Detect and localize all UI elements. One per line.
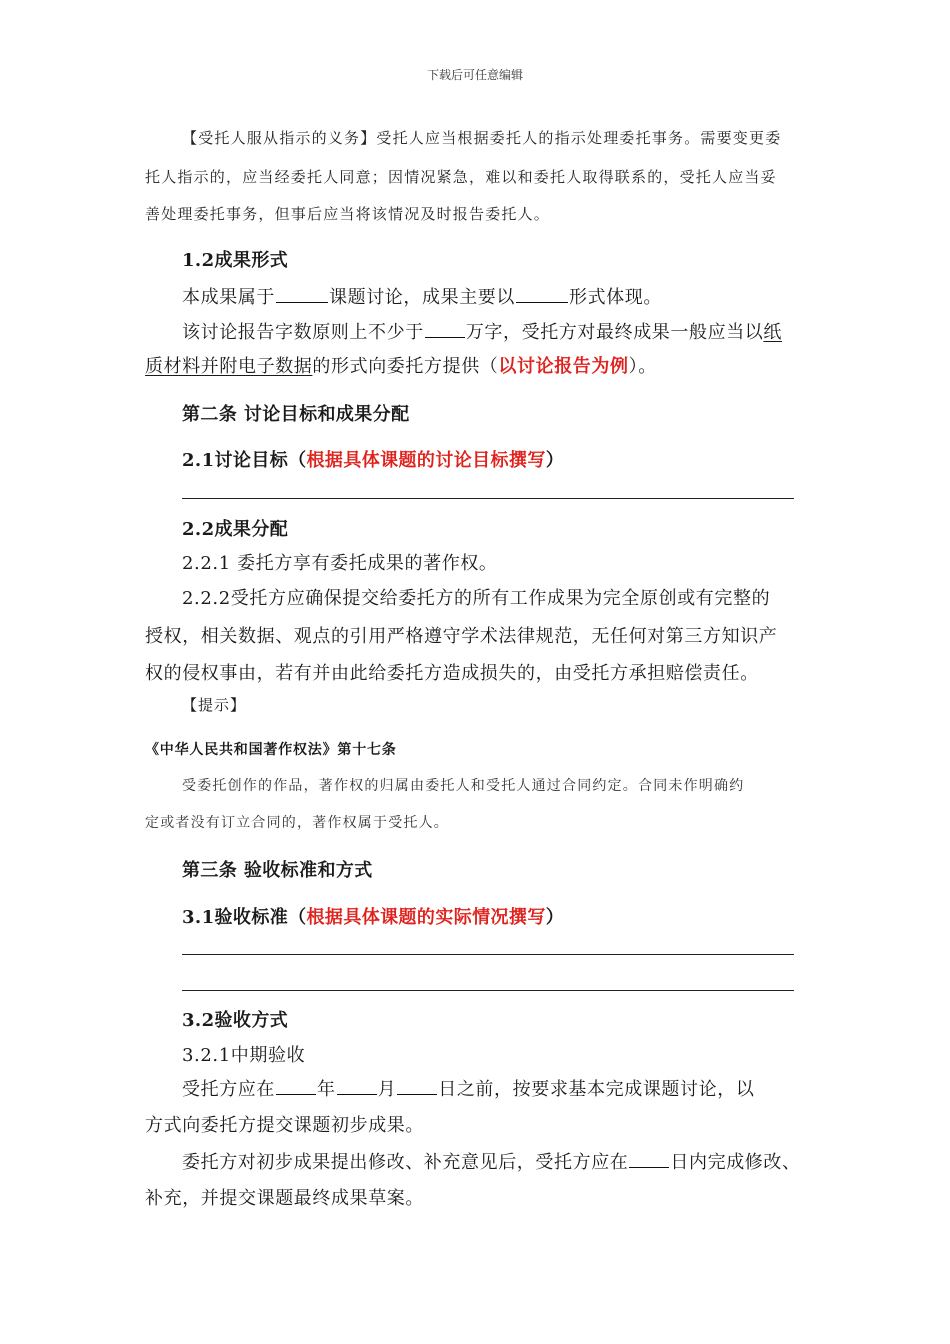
section-2-1-heading (182, 446, 564, 472)
note-line-2: 托人指示的，应当经委托人同意；因情况紧急，难以和委托人取得联系的，受托人应当妥 (145, 168, 777, 186)
note-line-1: 【受托人服从指示的义务】受托人应当根据委托人的指示处理委托事务。需要变更委 (182, 129, 782, 147)
text: ） (545, 907, 565, 928)
revision-para-line-2: 补充，并提交课题最终成果草案。 (145, 1188, 424, 1209)
red-note: 以讨论报告为例 (498, 356, 629, 377)
s2-2-2-line-1: 2.2.2受托方应确保提交给委托方的所有工作成果为完全原创或有完整的 (182, 588, 771, 609)
text: 月 (377, 1079, 397, 1100)
text: 3.1验收标准（ (182, 907, 307, 928)
underlined-text: 纸 (763, 322, 783, 343)
section-1-2-heading: 1.2成果形式 (182, 250, 289, 271)
text: 的形式向委托方提供（ (312, 356, 499, 377)
text: 2.1讨论目标（ (182, 450, 307, 471)
page-header: 下载后可任意编辑 (426, 68, 523, 82)
blank-field[interactable] (276, 1076, 316, 1095)
midterm-para-line-1 (182, 1075, 754, 1101)
law-title: 《中华人民共和国著作权法》第十七条 (145, 742, 397, 758)
blank-field[interactable] (397, 1076, 437, 1095)
text: 年 (317, 1079, 336, 1100)
law-line-2: 定或者没有订立合同的，著作权属于受托人。 (145, 815, 449, 831)
red-note: 根据具体课题的讨论目标撰写 (306, 450, 546, 471)
red-note: 根据具体课题的实际情况撰写 (306, 907, 546, 928)
text: 本成果属于 (182, 287, 275, 308)
text: 形式体现。 (569, 287, 662, 308)
fill-in-line[interactable] (182, 990, 794, 991)
s2-2-2-line-3: 权的侵权事由，若有并由此给委托方造成损失的，由受托方承担赔偿责任。 (145, 663, 759, 684)
s3-2-1-text: 3.2.1中期验收 (182, 1045, 306, 1066)
text: 受托方应在 (182, 1079, 275, 1100)
s1-2-para-2 (182, 318, 782, 344)
s2-2-2-line-2: 授权，相关数据、观点的引用严格遵守学术法律规范，无任何对第三方知识产 (145, 626, 778, 647)
article-3-heading: 第三条 验收标准和方式 (182, 860, 373, 881)
section-3-2-heading: 3.2验收方式 (182, 1010, 289, 1031)
s1-2-para-3 (145, 352, 657, 378)
blank-field[interactable] (337, 1076, 377, 1095)
section-2-2-heading: 2.2成果分配 (182, 519, 289, 540)
article-2-heading: 第二条 讨论目标和成果分配 (182, 404, 410, 425)
blank-field[interactable] (629, 1149, 669, 1168)
text: 日之前，按要求基本完成课题讨论，以 (438, 1079, 755, 1100)
midterm-para-line-2: 方式向委托方提交课题初步成果。 (145, 1115, 424, 1136)
fill-in-line[interactable] (182, 498, 794, 499)
tip-label: 【提示】 (182, 696, 247, 714)
s1-2-para-1 (182, 283, 662, 309)
text: ） (545, 450, 565, 471)
text: 日内完成修改、 (670, 1152, 801, 1173)
blank-field[interactable] (425, 319, 465, 338)
blank-field[interactable] (276, 284, 328, 303)
s2-2-1-text: 2.2.1 委托方享有委托成果的著作权。 (182, 553, 498, 574)
text: 万字，受托方对最终成果一般应当以 (465, 322, 764, 343)
text: 委托方对初步成果提出修改、补充意见后，受托方应在 (182, 1152, 629, 1173)
blank-field[interactable] (516, 284, 568, 303)
revision-para-line-1 (182, 1148, 801, 1174)
fill-in-line[interactable] (182, 954, 794, 955)
text: ）。 (628, 356, 657, 377)
text: 课题讨论，成果主要以 (329, 287, 515, 308)
note-line-3: 善处理委托事务，但事后应当将该情况及时报告委托人。 (145, 205, 551, 223)
text: 该讨论报告字数原则上不少于 (182, 322, 424, 343)
law-line-1: 受委托创作的作品，著作权的归属由委托人和受托人通过合同约定。合同未作明确约 (182, 778, 745, 794)
section-3-1-heading (182, 903, 564, 929)
underlined-text: 质材料并附电子数据 (145, 356, 313, 377)
